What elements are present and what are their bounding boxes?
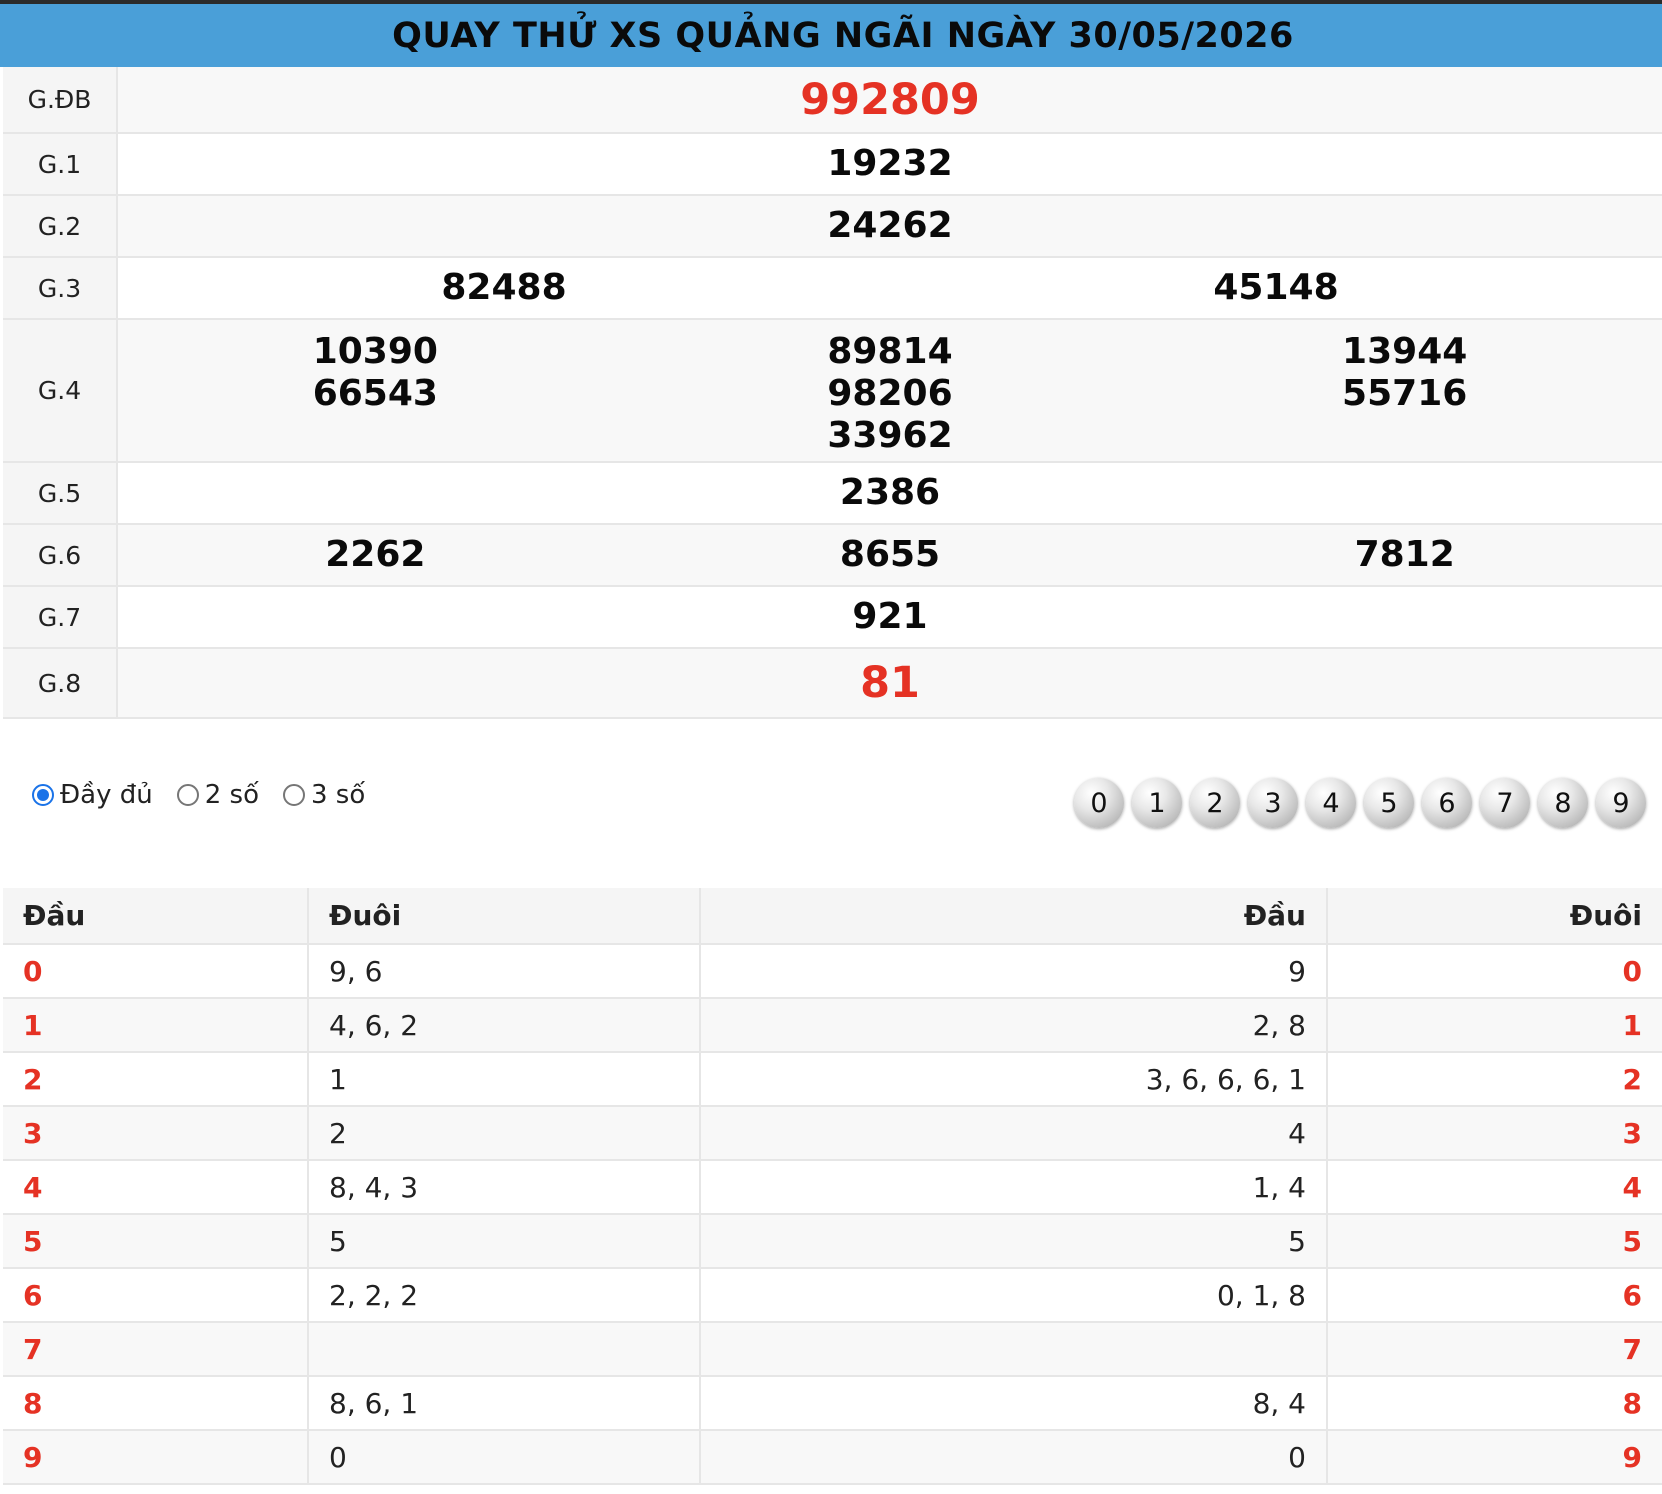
loto-row [3, 998, 1662, 1052]
prize-number: 82488 [441, 267, 567, 308]
loto-tails-list: 4, 6, 2 [308, 998, 700, 1052]
loto-tails-list: 9, 6 [308, 944, 700, 998]
prize-number: 24262 [827, 205, 953, 246]
prize-number-column [1147, 331, 1662, 415]
prize-number: 2386 [839, 472, 941, 513]
prize-number-columns [118, 267, 1662, 309]
prize-number-columns [118, 596, 1662, 638]
display-option-radio[interactable] [283, 780, 365, 810]
prize-number: 33962 [827, 414, 953, 456]
prize-values [117, 257, 1662, 319]
prize-values [117, 462, 1662, 524]
prize-values [117, 319, 1662, 462]
digit-filter-ball[interactable]: 2 [1190, 778, 1240, 828]
loto-header-row [3, 888, 1662, 944]
loto-header-head-reverse: Đầu [700, 888, 1327, 944]
prize-number-column [118, 472, 1662, 514]
radio-checked-icon[interactable] [32, 784, 54, 806]
loto-head-digit: 7 [3, 1322, 308, 1376]
prize-label: G.7 [3, 586, 117, 648]
loto-header-tail-reverse: Đuôi [1327, 888, 1662, 944]
loto-head-digit: 5 [3, 1214, 308, 1268]
digit-filter-ball[interactable]: 4 [1306, 778, 1356, 828]
prize-row [3, 462, 1662, 524]
loto-tail-digit: 1 [1327, 998, 1662, 1052]
prize-label: G.8 [3, 648, 117, 718]
loto-heads-list: 8, 4 [700, 1376, 1327, 1430]
results-table [3, 67, 1662, 719]
loto-heads-list: 3, 6, 6, 6, 1 [700, 1052, 1327, 1106]
loto-tails-list: 5 [308, 1214, 700, 1268]
loto-row [3, 1268, 1662, 1322]
loto-tails-list [308, 1322, 700, 1376]
loto-row [3, 1214, 1662, 1268]
prize-label: G.6 [3, 524, 117, 586]
prize-number-column [118, 534, 633, 576]
prize-number-column [118, 143, 1662, 185]
prize-label: G.3 [3, 257, 117, 319]
loto-tail-digit: 6 [1327, 1268, 1662, 1322]
loto-tail-digit: 2 [1327, 1052, 1662, 1106]
loto-tails-list: 1 [308, 1052, 700, 1106]
prize-number: 921 [852, 596, 928, 637]
special-prize-number: 992809 [800, 74, 980, 125]
prize-number: 13944 [1342, 330, 1468, 372]
loto-head-digit: 9 [3, 1430, 308, 1484]
display-mode-options [32, 780, 365, 810]
loto-row [3, 1430, 1662, 1484]
loto-head-digit: 6 [3, 1268, 308, 1322]
prize-number-column [633, 331, 1148, 457]
prize-number: 19232 [827, 143, 953, 184]
loto-heads-list: 5 [700, 1214, 1327, 1268]
prize-number-column [118, 205, 1662, 247]
prize-row [3, 648, 1662, 718]
loto-head-digit: 2 [3, 1052, 308, 1106]
digit-filter-ball[interactable]: 8 [1538, 778, 1588, 828]
loto-row [3, 1052, 1662, 1106]
prize-number-column [118, 596, 1662, 638]
prize-label: G.2 [3, 195, 117, 257]
prize-values [117, 67, 1662, 133]
loto-table [3, 888, 1662, 1485]
loto-row [3, 1322, 1662, 1376]
loto-tail-digit: 0 [1327, 944, 1662, 998]
prize-values [117, 195, 1662, 257]
prize-number: 7812 [1354, 534, 1455, 575]
prize-number: 10390 [312, 330, 438, 372]
display-option-radio[interactable] [32, 780, 153, 810]
prize-label: G.5 [3, 462, 117, 524]
prize-row [3, 67, 1662, 133]
prize-number-columns [118, 143, 1662, 185]
prize-row [3, 586, 1662, 648]
loto-row [3, 944, 1662, 998]
loto-row [3, 1160, 1662, 1214]
title-bar [0, 0, 1662, 67]
prize-number-column [890, 267, 1662, 309]
display-option-label: 2 số [204, 780, 259, 810]
prize-row [3, 524, 1662, 586]
loto-heads-list: 0 [700, 1430, 1327, 1484]
prize-row [3, 257, 1662, 319]
loto-tails-list: 8, 6, 1 [308, 1376, 700, 1430]
display-option-label: Đầy đủ [60, 780, 153, 810]
digit-filter-ball[interactable]: 5 [1364, 778, 1414, 828]
prize-number-column [633, 534, 1148, 576]
loto-tail-digit: 8 [1327, 1376, 1662, 1430]
display-controls [0, 760, 1662, 840]
loto-row [3, 1376, 1662, 1430]
prize-number: 2262 [325, 534, 426, 575]
radio-unchecked-icon[interactable] [177, 784, 199, 806]
loto-heads-list: 2, 8 [700, 998, 1327, 1052]
prize-number: 98206 [827, 372, 953, 414]
digit-filter-ball[interactable]: 6 [1422, 778, 1472, 828]
loto-head-digit: 4 [3, 1160, 308, 1214]
page-title: QUAY THỬ XS QUẢNG NGÃI NGÀY 30/05/2026 [392, 15, 1294, 56]
loto-header-head: Đầu [3, 888, 308, 944]
loto-heads-list: 1, 4 [700, 1160, 1327, 1214]
prize-values [117, 586, 1662, 648]
loto-row [3, 1106, 1662, 1160]
loto-heads-list [700, 1322, 1327, 1376]
prize-label: G.ĐB [3, 67, 117, 133]
prize-row [3, 133, 1662, 195]
prize-number-columns [118, 325, 1662, 457]
prize-number-columns [118, 658, 1662, 708]
prize-number-columns [118, 74, 1662, 125]
loto-tails-list: 8, 4, 3 [308, 1160, 700, 1214]
display-option-label: 3 số [310, 780, 366, 810]
prize-number-columns [118, 534, 1662, 576]
digit-filter-balls [1074, 778, 1646, 828]
prize-label: G.1 [3, 133, 117, 195]
digit-filter-ball[interactable]: 3 [1248, 778, 1298, 828]
prize-number: 89814 [827, 330, 953, 372]
loto-tail-digit: 7 [1327, 1322, 1662, 1376]
prize-number: 45148 [1213, 267, 1339, 308]
loto-header-tail: Đuôi [308, 888, 700, 944]
digit-filter-ball[interactable]: 7 [1480, 778, 1530, 828]
prize-number-column [118, 74, 1662, 125]
prize-number-column [1147, 534, 1662, 576]
display-option-radio[interactable] [177, 780, 259, 810]
loto-head-digit: 3 [3, 1106, 308, 1160]
prize-number: 8655 [839, 534, 941, 575]
loto-heads-list: 9 [700, 944, 1327, 998]
digit-filter-ball[interactable]: 0 [1074, 778, 1124, 828]
loto-head-digit: 1 [3, 998, 308, 1052]
prize-values [117, 648, 1662, 718]
loto-head-digit: 8 [3, 1376, 308, 1430]
prize-number-column [118, 331, 633, 415]
prize-values [117, 133, 1662, 195]
loto-tails-list: 0 [308, 1430, 700, 1484]
prize-number-columns [118, 205, 1662, 247]
loto-heads-list: 4 [700, 1106, 1327, 1160]
prize-number-column [118, 658, 1662, 708]
digit-filter-ball[interactable]: 9 [1596, 778, 1646, 828]
special-prize-number: 81 [860, 658, 920, 708]
radio-unchecked-icon[interactable] [283, 784, 305, 806]
digit-filter-ball[interactable]: 1 [1132, 778, 1182, 828]
prize-number: 66543 [312, 372, 438, 414]
prize-number-columns [118, 472, 1662, 514]
prize-label: G.4 [3, 319, 117, 462]
prize-values [117, 524, 1662, 586]
loto-tail-digit: 5 [1327, 1214, 1662, 1268]
prize-row [3, 319, 1662, 462]
loto-heads-list: 0, 1, 8 [700, 1268, 1327, 1322]
loto-tail-digit: 4 [1327, 1160, 1662, 1214]
loto-tail-digit: 3 [1327, 1106, 1662, 1160]
prize-row [3, 195, 1662, 257]
prize-number-column [118, 267, 890, 309]
loto-tails-list: 2, 2, 2 [308, 1268, 700, 1322]
prize-number: 55716 [1342, 372, 1468, 414]
loto-head-digit: 0 [3, 944, 308, 998]
loto-tails-list: 2 [308, 1106, 700, 1160]
loto-tail-digit: 9 [1327, 1430, 1662, 1484]
